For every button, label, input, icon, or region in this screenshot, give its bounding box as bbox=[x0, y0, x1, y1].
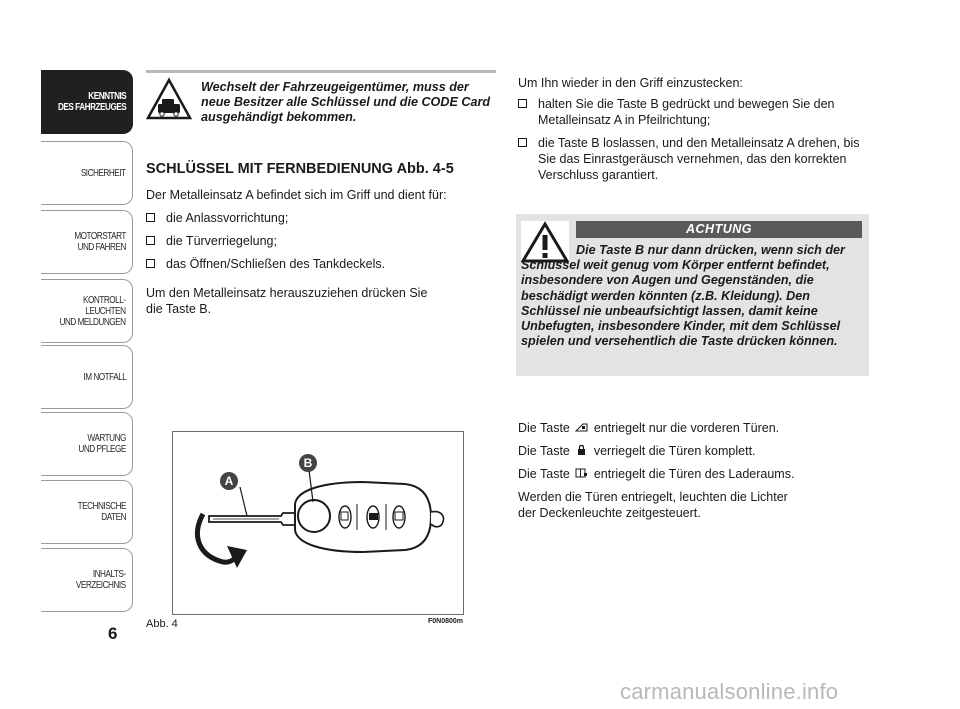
tab-wartung-und-pflege[interactable]: WARTUNG UND PFLEGE bbox=[41, 412, 133, 476]
key-function-row: Die Taste verriegelt die Türen komplett. bbox=[518, 444, 756, 458]
interior-light-note: Werden die Türen entriegelt, leuchten die Lichter der Deckenleuchte zeitgesteuert. bbox=[518, 490, 788, 520]
list-item: die Taste B loslassen, und den Metalleinsatz A drehen, bis Sie das Einrastgeräusch vernehmen, das den korrekten Verschluss garantiert. bbox=[518, 135, 868, 183]
label-a-badge: A bbox=[220, 472, 238, 490]
cargo-doors-unlock-icon bbox=[575, 467, 588, 479]
list-item: die Türverriegelung; bbox=[146, 233, 496, 249]
key-insert-intro: Der Metalleinsatz A befindet sich im Griff und dient für: bbox=[146, 188, 447, 202]
figure-caption: Abb. 4 bbox=[146, 618, 178, 630]
tab-motorstart-und-fahren[interactable]: MOTORSTART UND FAHREN bbox=[41, 210, 133, 274]
remote-key-illustration bbox=[173, 432, 463, 614]
list-item: das Öffnen/Schließen des Tankdeckels. bbox=[146, 256, 496, 272]
warning-text: Die Taste B nur dann drücken, wenn sich der Schlüssel weit genug vom Körper entfernt befindet, insbesondere von Augen und Gegenständen, die beschädigt werden könnten (z.B. Kleidung). Den Schlüssel nie unbeaufsichtigt lassen, damit keine Unbefugten, insbesondere Kinder, mit dem Schlüssel spielen und versehentlich die Taste drücken können. bbox=[521, 243, 845, 349]
section-divider bbox=[146, 70, 496, 73]
list-item: halten Sie die Taste B gedrückt und bewegen Sie den Metalleinsatz A in Pfeilrichtung; bbox=[518, 96, 868, 128]
tab-kenntnis-des-fahrzeuges[interactable]: KENNTNIS DES FAHRZEUGES bbox=[41, 70, 133, 134]
tab-technische-daten[interactable]: TECHNISCHE DATEN bbox=[41, 480, 133, 544]
key-insert-uses-list bbox=[146, 210, 496, 279]
section-heading bbox=[146, 161, 454, 177]
tab-inhaltsverzeichnis[interactable]: INHALTS- VERZEICHNIS bbox=[41, 548, 133, 612]
heading-title: SCHLÜSSEL MIT FERNBEDIENUNG bbox=[146, 161, 394, 177]
checkbox-bullet-icon bbox=[518, 99, 527, 108]
key-functions bbox=[518, 420, 868, 528]
ownership-note: Wechselt der Fahrzeugeigentümer, muss der neue Besitzer alle Schlüssel und die CODE Card ausgehändigt bekommen. bbox=[201, 80, 491, 124]
heading-figure-ref: Abb. 4-5 bbox=[396, 161, 454, 177]
checkbox-bullet-icon bbox=[518, 138, 527, 147]
label-b-badge: B bbox=[299, 454, 317, 472]
checkbox-bullet-icon bbox=[146, 236, 155, 245]
reinsert-steps-list bbox=[518, 96, 868, 190]
page-number: 6 bbox=[108, 624, 118, 643]
padlock-icon bbox=[575, 444, 588, 456]
tab-im-notfall[interactable]: IM NOTFALL bbox=[41, 345, 133, 409]
watermark: carmanualsonline.info bbox=[620, 679, 839, 704]
reinsert-intro: Um Ihn wieder in den Griff einzustecken: bbox=[518, 76, 743, 90]
checkbox-bullet-icon bbox=[146, 259, 155, 268]
figure-code: F0N0800m bbox=[428, 618, 464, 625]
key-insert-outro: Um den Metalleinsatz herauszuziehen drücken Sie die Taste B. bbox=[146, 286, 428, 316]
tab-sicherheit[interactable]: SICHERHEIT bbox=[41, 141, 133, 205]
key-function-row: Die Taste entriegelt die Türen des Laderaums. bbox=[518, 467, 795, 481]
key-figure bbox=[172, 431, 464, 615]
checkbox-bullet-icon bbox=[146, 213, 155, 222]
warning-title: ACHTUNG bbox=[576, 221, 862, 238]
vehicle-note-icon bbox=[146, 77, 192, 121]
key-function-row: Die Taste entriegelt nur die vorderen Türen. bbox=[518, 421, 780, 435]
list-item: die Anlassvorrichtung; bbox=[146, 210, 496, 226]
front-doors-unlock-icon bbox=[575, 421, 588, 433]
tab-kontrollleuchten-und-meldungen[interactable]: KONTROLL- LEUCHTEN UND MELDUNGEN bbox=[41, 279, 133, 343]
